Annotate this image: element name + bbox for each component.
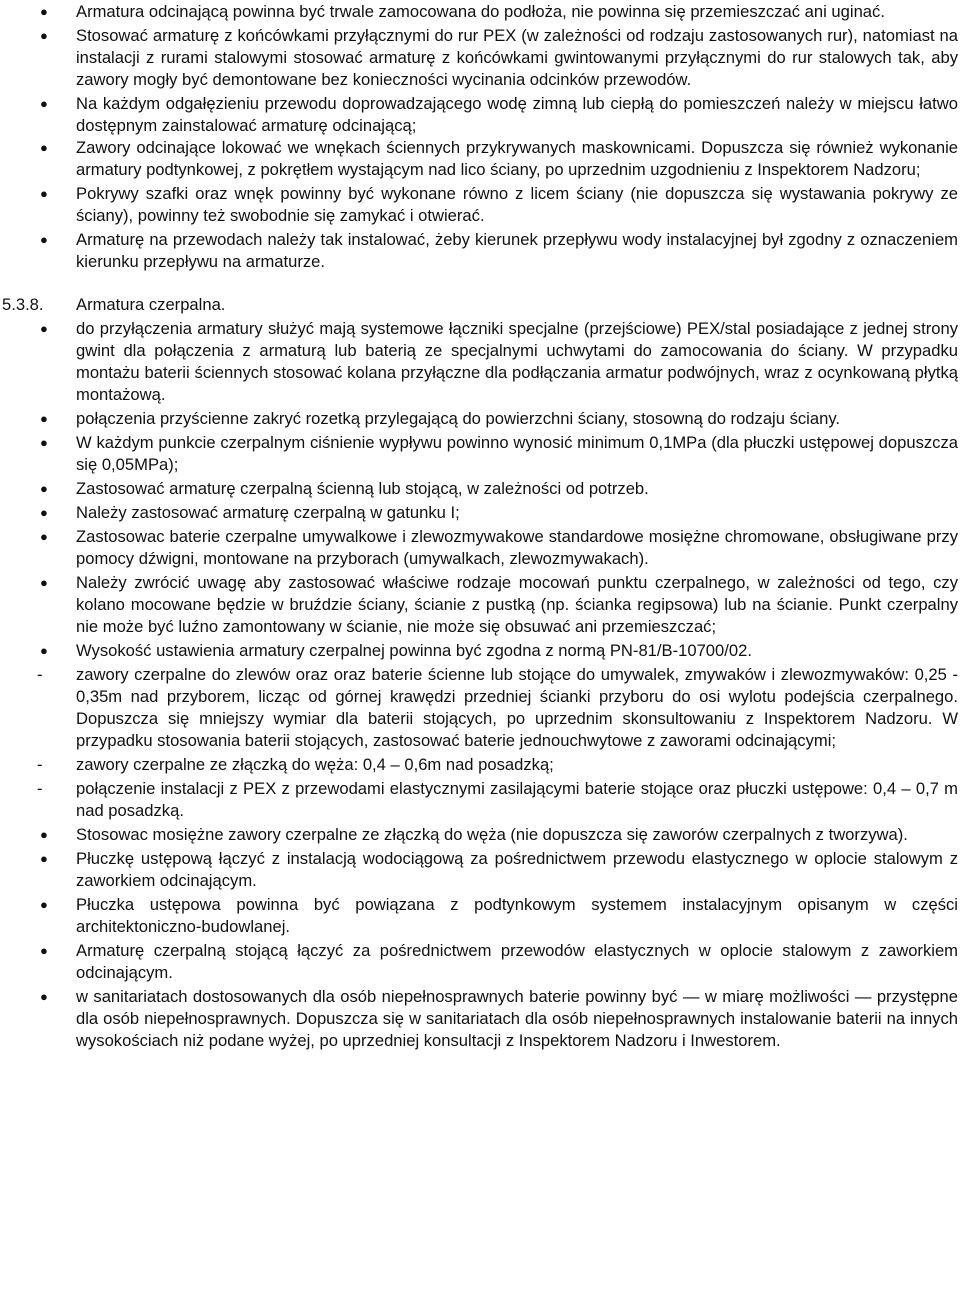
bullet-icon: ● xyxy=(40,411,48,426)
bullet-icon: ● xyxy=(40,186,48,201)
list-item xyxy=(0,824,960,846)
bullet-icon: ● xyxy=(40,481,48,496)
list-item xyxy=(0,894,960,938)
list-item xyxy=(0,229,960,273)
list-item xyxy=(0,940,960,984)
bullet-icon: ● xyxy=(40,943,48,958)
dash-icon: - xyxy=(37,755,43,774)
list-item xyxy=(0,778,960,822)
bullet-icon: ● xyxy=(40,529,48,544)
bullet-icon: ● xyxy=(40,28,48,43)
list-item-text: Stosować armaturę z końcówkami przyłącznymi do rur PEX (w zależności od rodzaju zastosowanych rur), natomiast na instalacji z rurami stalowymi stosować armaturę z końcówkami gwintowanymi przyłącznymi do rur stalowych tak, aby zawory mogły być demontowane bez konieczności wycinania odcinków przewodów. xyxy=(76,26,958,89)
list-item-text: w sanitariatach dostosowanych dla osób niepełnosprawnych baterie powinny być — w miarę możliwości — przystępne dla osób niepełnosprawnych. Dopuszcza się w sanitariatach dla osób niepełnosprawnych instalowanie baterii na innych wysokościach niż podane wyżej, po uprzedniej konsultacji z Inspektorem Nadzoru i Inwestorem. xyxy=(76,987,958,1050)
list-item-text: do przyłączenia armatury służyć mają systemowe łączniki specjalne (przejściowe) PEX/stal posiadające z jednej strony gwint dla połączenia z armaturą lub baterią ze specjalnymi uchwytami do zamocowania do ściany. W przypadku montażu baterii ściennych stosować kolana przyłączne dla podłączania armatur podwójnych, wraz z ocynkowaną płytką montażową. xyxy=(76,319,958,404)
list-item xyxy=(0,93,960,137)
list-item xyxy=(0,318,960,406)
list-item xyxy=(0,754,960,776)
section-title: Armatura czerpalna. xyxy=(76,295,226,314)
section-number: 5.3.8. xyxy=(2,295,44,314)
list-item-text: Należy zastosować armaturę czerpalną w gatunku I; xyxy=(76,503,460,522)
list-item-text: Należy zwrócić uwagę aby zastosować właściwe rodzaje mocowań punktu czerpalnego, w zależności od tego, czy kolano mocowane będzie w bruździe ściany, ścianie z pustką (np. ścianka regipsowa) lub na ścianie. Punkt czerpalny nie może być luźno zamontowany w ścianie, nie może się obsuwać ani przemieszczać; xyxy=(76,573,958,636)
list-item xyxy=(0,183,960,227)
list-item xyxy=(0,1,960,23)
list-item-text: Armaturę na przewodach należy tak instalować, żeby kierunek przepływu wody instalacyjnej był zgodny z oznaczeniem kierunku przepływu na armaturze. xyxy=(76,230,958,271)
dash-icon: - xyxy=(37,779,43,798)
list-item-text: Pokrywy szafki oraz wnęk powinny być wykonane równo z licem ściany (nie dopuszcza się wystawania pokrywy ze ściany), powinny też swobodnie się zamykać i otwierać. xyxy=(76,184,958,225)
bullet-icon: ● xyxy=(40,851,48,866)
bullet-icon: ● xyxy=(40,96,48,111)
list-item xyxy=(0,502,960,524)
list-item xyxy=(0,640,960,662)
bullet-icon: ● xyxy=(40,897,48,912)
list-item-text: Zastosowac baterie czerpalne umywalkowe i zlewozmywakowe standardowe mosiężne chromowane, obsługiwane przy pomocy dźwigni, montowane na przyborach (umywalkach, zlewozmywakach). xyxy=(76,527,958,568)
list-item-text: Wysokość ustawienia armatury czerpalnej powinna być zgodna z normą PN-81/B-10700/02. xyxy=(76,641,752,660)
list-item-text: Armaturę czerpalną stojącą łączyć za pośrednictwem przewodów elastycznych w oplocie stalowym z zaworkiem odcinającym. xyxy=(76,941,958,982)
bullet-icon: ● xyxy=(40,505,48,520)
list-item-text: W każdym punkcie czerpalnym ciśnienie wypływu powinno wynosić minimum 0,1MPa (dla płuczki ustępowej dopuszcza się 0,05MPa); xyxy=(76,433,958,474)
list-item-text: połączenie instalacji z PEX z przewodami elastycznymi zasilającymi baterie stojące oraz płuczki ustępowe: 0,4 – 0,7 m nad posadzką. xyxy=(76,779,958,820)
list-item-text: zawory czerpalne do zlewów oraz oraz baterie ścienne lub stojące do umywalek, zmywaków i zlewozmywaków: 0,25 - 0,35m nad przyborem, licząc od górnej krawędzi przedniej ścianki przyboru do osi wylotu podejścia czerpalnego. Dopuszcza się mniejszy wymiar dla baterii stojących, po uprzednim skonsultowaniu z Inspektorem Nadzoru. W przypadku stosowania baterii stojących, zastosować baterie jednouchwytowe z zaworami odcinającymi; xyxy=(76,665,958,750)
list-item-text: Stosowac mosiężne zawory czerpalne ze złączką do węża (nie dopuszcza się zaworów czerpalnych z tworzywa). xyxy=(76,825,908,844)
bullet-icon: ● xyxy=(40,643,48,658)
list-item xyxy=(0,137,960,181)
bullet-icon: ● xyxy=(40,575,48,590)
bullet-icon: ● xyxy=(40,4,48,19)
list-item-text: Płuczka ustępowa powinna być powiązana z podtynkowym systemem instalacyjnym opisanym w części architektoniczno-budowlanej. xyxy=(76,895,958,936)
bullet-icon: ● xyxy=(40,232,48,247)
list-item-text: zawory czerpalne ze złączką do węża: 0,4 – 0,6m nad posadzką; xyxy=(76,755,554,774)
list-item xyxy=(0,848,960,892)
bullet-icon: ● xyxy=(40,140,48,155)
list-item-text: połączenia przyścienne zakryć rozetką przylegającą do powierzchni ściany, stosowną do rodzaju ściany. xyxy=(76,409,841,428)
list-item-text: Zawory odcinające lokować we wnękach ściennych przykrywanych maskownicami. Dopuszcza się również wykonanie armatury podtynkowej, z pokrętłem wystającym nad lico ściany, po uprzednim uzgodnieniu z Inspektorem Nadzoru; xyxy=(76,138,958,179)
list-item xyxy=(0,572,960,638)
list-item xyxy=(0,986,960,1052)
bullet-icon: ● xyxy=(40,989,48,1004)
bullet-icon: ● xyxy=(40,321,48,336)
list-item-text: Armatura odcinającą powinna być trwale zamocowana do podłoża, nie powinna się przemieszczać ani uginać. xyxy=(76,2,885,21)
section-heading xyxy=(0,294,960,316)
list-item xyxy=(0,478,960,500)
list-item xyxy=(0,526,960,570)
list-item-text: Płuczkę ustępową łączyć z instalacją wodociągową za pośrednictwem przewodu elastycznego w oplocie stalowym z zaworkiem odcinającym. xyxy=(76,849,958,890)
list-item xyxy=(0,432,960,476)
shutoff-valves-list xyxy=(0,1,960,273)
list-item xyxy=(0,408,960,430)
bullet-icon: ● xyxy=(40,827,48,842)
draw-off-fittings-list xyxy=(0,318,960,1052)
list-item xyxy=(0,664,960,752)
dash-icon: - xyxy=(37,665,43,684)
list-item xyxy=(0,25,960,91)
list-item-text: Zastosować armaturę czerpalną ścienną lub stojącą, w zależności od potrzeb. xyxy=(76,479,649,498)
bullet-icon: ● xyxy=(40,435,48,450)
list-item-text: Na każdym odgałęzieniu przewodu doprowadzającego wodę zimną lub ciepłą do pomieszczeń należy w miejscu łatwo dostępnym zainstalować armaturę odcinającą; xyxy=(76,94,958,135)
